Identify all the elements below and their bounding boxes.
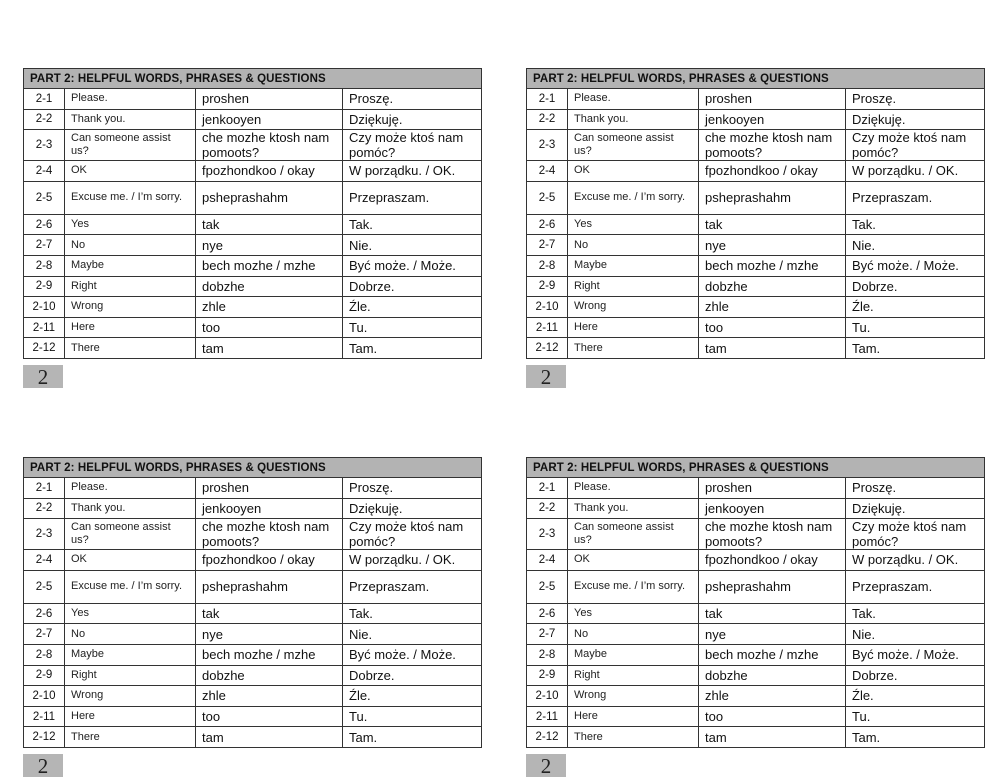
- phrase-number: 2-7: [24, 624, 65, 645]
- phrase-number: 2-12: [527, 727, 568, 748]
- polish-phrase: W porządku. / OK.: [343, 161, 482, 182]
- phonetic-pronunciation: che mozhe ktosh nam pomoots?: [699, 130, 846, 161]
- phrase-number: 2-8: [24, 644, 65, 665]
- table-row: [527, 161, 985, 182]
- table-row: [24, 570, 482, 603]
- english-phrase: Right: [568, 665, 699, 686]
- phrase-number: 2-8: [24, 255, 65, 276]
- english-phrase: There: [65, 338, 196, 359]
- polish-phrase: Czy może ktoś nam pomóc?: [846, 130, 985, 161]
- phonetic-pronunciation: dobzhe: [699, 665, 846, 686]
- phrase-number: 2-5: [527, 181, 568, 214]
- english-phrase: Excuse me. / I’m sorry.: [568, 181, 699, 214]
- phonetic-pronunciation: bech mozhe / mzhe: [699, 644, 846, 665]
- table-row: [527, 338, 985, 359]
- phonetic-pronunciation: zhle: [699, 686, 846, 707]
- phonetic-pronunciation: tak: [196, 603, 343, 624]
- phrase-number: 2-9: [527, 665, 568, 686]
- polish-phrase: Być może. / Może.: [343, 644, 482, 665]
- phonetic-pronunciation: jenkooyen: [196, 498, 343, 519]
- card-bottom-left: [23, 457, 481, 778]
- phrase-number: 2-3: [527, 519, 568, 550]
- table-row: [527, 498, 985, 519]
- english-phrase: There: [65, 727, 196, 748]
- table-row: [527, 109, 985, 130]
- english-phrase: Right: [65, 665, 196, 686]
- english-phrase: OK: [568, 550, 699, 571]
- phonetic-pronunciation: che mozhe ktosh nam pomoots?: [699, 519, 846, 550]
- english-phrase: No: [65, 235, 196, 256]
- polish-phrase: Tak.: [343, 603, 482, 624]
- polish-phrase: Źle.: [343, 686, 482, 707]
- phonetic-pronunciation: proshen: [196, 478, 343, 499]
- english-phrase: Please.: [568, 89, 699, 110]
- table-row: [527, 644, 985, 665]
- page-number: 2: [526, 365, 566, 388]
- table-row: [24, 338, 482, 359]
- table-row: [24, 624, 482, 645]
- polish-phrase: Przepraszam.: [846, 181, 985, 214]
- english-phrase: Here: [568, 317, 699, 338]
- phrase-table: [23, 457, 482, 748]
- table-row: [527, 624, 985, 645]
- polish-phrase: Dobrze.: [846, 276, 985, 297]
- english-phrase: Can someone assist us?: [65, 519, 196, 550]
- polish-phrase: Być może. / Może.: [343, 255, 482, 276]
- section-title: PART 2: HELPFUL WORDS, PHRASES & QUESTIONS: [527, 69, 985, 89]
- table-row: [24, 706, 482, 727]
- section-title: PART 2: HELPFUL WORDS, PHRASES & QUESTIONS: [24, 458, 482, 478]
- phonetic-pronunciation: nye: [699, 235, 846, 256]
- english-phrase: Here: [568, 706, 699, 727]
- polish-phrase: Nie.: [343, 235, 482, 256]
- phrase-number: 2-12: [527, 338, 568, 359]
- phonetic-pronunciation: fpozhondkoo / okay: [196, 550, 343, 571]
- phonetic-pronunciation: too: [699, 706, 846, 727]
- english-phrase: Excuse me. / I’m sorry.: [568, 570, 699, 603]
- phrase-number: 2-3: [24, 130, 65, 161]
- english-phrase: Please.: [65, 478, 196, 499]
- phonetic-pronunciation: tam: [196, 727, 343, 748]
- phonetic-pronunciation: bech mozhe / mzhe: [196, 255, 343, 276]
- polish-phrase: Czy może ktoś nam pomóc?: [343, 130, 482, 161]
- polish-phrase: Przepraszam.: [846, 570, 985, 603]
- phrase-number: 2-10: [527, 686, 568, 707]
- table-row: [527, 89, 985, 110]
- card-bottom-right: [526, 457, 984, 778]
- table-row: [527, 317, 985, 338]
- phrase-number: 2-12: [24, 727, 65, 748]
- phrase-number: 2-7: [24, 235, 65, 256]
- english-phrase: Right: [568, 276, 699, 297]
- polish-phrase: Proszę.: [343, 478, 482, 499]
- table-row: [527, 570, 985, 603]
- card-top-right: [526, 68, 984, 389]
- phrase-number: 2-4: [527, 550, 568, 571]
- english-phrase: Thank you.: [65, 498, 196, 519]
- table-row: [24, 686, 482, 707]
- phonetic-pronunciation: too: [196, 317, 343, 338]
- table-row: [24, 130, 482, 161]
- english-phrase: Can someone assist us?: [65, 130, 196, 161]
- phonetic-pronunciation: tak: [699, 603, 846, 624]
- table-row: [24, 109, 482, 130]
- phonetic-pronunciation: proshen: [196, 89, 343, 110]
- english-phrase: Yes: [568, 603, 699, 624]
- phonetic-pronunciation: proshen: [699, 478, 846, 499]
- polish-phrase: Dziękuję.: [343, 109, 482, 130]
- polish-phrase: W porządku. / OK.: [343, 550, 482, 571]
- polish-phrase: Być może. / Może.: [846, 255, 985, 276]
- phonetic-pronunciation: psheprashahm: [196, 181, 343, 214]
- table-row: [527, 603, 985, 624]
- phrase-number: 2-8: [527, 644, 568, 665]
- phrase-number: 2-1: [24, 478, 65, 499]
- phrase-number: 2-2: [527, 498, 568, 519]
- phonetic-pronunciation: che mozhe ktosh nam pomoots?: [196, 130, 343, 161]
- polish-phrase: Być może. / Może.: [846, 644, 985, 665]
- phrase-number: 2-1: [527, 89, 568, 110]
- table-row: [24, 727, 482, 748]
- phrase-number: 2-6: [527, 603, 568, 624]
- phrase-number: 2-10: [24, 297, 65, 318]
- page-number: 2: [23, 365, 63, 388]
- english-phrase: Excuse me. / I’m sorry.: [65, 181, 196, 214]
- phonetic-pronunciation: zhle: [196, 297, 343, 318]
- phrase-number: 2-12: [24, 338, 65, 359]
- english-phrase: Can someone assist us?: [568, 519, 699, 550]
- polish-phrase: Proszę.: [846, 89, 985, 110]
- phonetic-pronunciation: too: [196, 706, 343, 727]
- english-phrase: Wrong: [568, 686, 699, 707]
- phrase-table: [526, 457, 985, 748]
- phrase-number: 2-6: [527, 214, 568, 235]
- table-row: [527, 706, 985, 727]
- table-row: [24, 665, 482, 686]
- table-row: [527, 130, 985, 161]
- table-row: [24, 519, 482, 550]
- phonetic-pronunciation: psheprashahm: [699, 181, 846, 214]
- table-row: [24, 235, 482, 256]
- polish-phrase: Nie.: [846, 624, 985, 645]
- phonetic-pronunciation: proshen: [699, 89, 846, 110]
- table-row: [527, 550, 985, 571]
- table-row: [24, 550, 482, 571]
- phrase-number: 2-11: [24, 706, 65, 727]
- phonetic-pronunciation: jenkooyen: [196, 109, 343, 130]
- polish-phrase: Dobrze.: [343, 276, 482, 297]
- english-phrase: Please.: [65, 89, 196, 110]
- english-phrase: Maybe: [568, 255, 699, 276]
- table-row: [527, 519, 985, 550]
- table-row: [527, 297, 985, 318]
- phrase-number: 2-2: [24, 498, 65, 519]
- english-phrase: OK: [65, 550, 196, 571]
- phrase-number: 2-9: [527, 276, 568, 297]
- phonetic-pronunciation: tak: [699, 214, 846, 235]
- phrase-number: 2-1: [527, 478, 568, 499]
- table-row: [24, 317, 482, 338]
- english-phrase: There: [568, 338, 699, 359]
- polish-phrase: Nie.: [846, 235, 985, 256]
- polish-phrase: Tak.: [343, 214, 482, 235]
- phrase-number: 2-6: [24, 214, 65, 235]
- table-row: [24, 644, 482, 665]
- phrase-number: 2-5: [24, 570, 65, 603]
- english-phrase: Here: [65, 706, 196, 727]
- polish-phrase: Dziękuję.: [343, 498, 482, 519]
- table-row: [24, 297, 482, 318]
- polish-phrase: Tu.: [846, 706, 985, 727]
- english-phrase: No: [568, 235, 699, 256]
- page-number: 2: [526, 754, 566, 777]
- phonetic-pronunciation: zhle: [196, 686, 343, 707]
- phonetic-pronunciation: psheprashahm: [699, 570, 846, 603]
- english-phrase: OK: [568, 161, 699, 182]
- polish-phrase: Proszę.: [846, 478, 985, 499]
- table-row: [527, 478, 985, 499]
- english-phrase: Wrong: [568, 297, 699, 318]
- phonetic-pronunciation: fpozhondkoo / okay: [196, 161, 343, 182]
- phonetic-pronunciation: nye: [196, 624, 343, 645]
- english-phrase: Please.: [568, 478, 699, 499]
- section-title: PART 2: HELPFUL WORDS, PHRASES & QUESTIONS: [527, 458, 985, 478]
- table-row: [527, 181, 985, 214]
- phrase-number: 2-4: [527, 161, 568, 182]
- english-phrase: Thank you.: [568, 109, 699, 130]
- polish-phrase: Źle.: [846, 686, 985, 707]
- phrase-number: 2-5: [24, 181, 65, 214]
- phonetic-pronunciation: tak: [196, 214, 343, 235]
- english-phrase: No: [568, 624, 699, 645]
- english-phrase: Maybe: [65, 644, 196, 665]
- english-phrase: Thank you.: [568, 498, 699, 519]
- polish-phrase: Tam.: [343, 338, 482, 359]
- phrase-table: [526, 68, 985, 359]
- phrase-number: 2-9: [24, 665, 65, 686]
- phrase-number: 2-2: [24, 109, 65, 130]
- phrase-number: 2-10: [24, 686, 65, 707]
- english-phrase: Maybe: [568, 644, 699, 665]
- polish-phrase: Dziękuję.: [846, 498, 985, 519]
- english-phrase: Wrong: [65, 686, 196, 707]
- english-phrase: Can someone assist us?: [568, 130, 699, 161]
- english-phrase: Yes: [65, 214, 196, 235]
- polish-phrase: Czy może ktoś nam pomóc?: [846, 519, 985, 550]
- table-row: [24, 603, 482, 624]
- table-row: [24, 181, 482, 214]
- phrase-number: 2-3: [24, 519, 65, 550]
- phrase-number: 2-7: [527, 624, 568, 645]
- phonetic-pronunciation: fpozhondkoo / okay: [699, 161, 846, 182]
- polish-phrase: Tak.: [846, 214, 985, 235]
- table-row: [527, 255, 985, 276]
- english-phrase: There: [568, 727, 699, 748]
- polish-phrase: Dobrze.: [343, 665, 482, 686]
- table-row: [527, 214, 985, 235]
- table-row: [24, 89, 482, 110]
- table-row: [24, 161, 482, 182]
- phrase-number: 2-11: [527, 317, 568, 338]
- phrase-table: [23, 68, 482, 359]
- page-number: 2: [23, 754, 63, 777]
- polish-phrase: Tak.: [846, 603, 985, 624]
- table-row: [527, 727, 985, 748]
- polish-phrase: Tu.: [846, 317, 985, 338]
- english-phrase: Yes: [65, 603, 196, 624]
- polish-phrase: Czy może ktoś nam pomóc?: [343, 519, 482, 550]
- table-row: [527, 665, 985, 686]
- phonetic-pronunciation: psheprashahm: [196, 570, 343, 603]
- phrase-number: 2-10: [527, 297, 568, 318]
- polish-phrase: Przepraszam.: [343, 570, 482, 603]
- english-phrase: Excuse me. / I’m sorry.: [65, 570, 196, 603]
- phonetic-pronunciation: too: [699, 317, 846, 338]
- polish-phrase: Tam.: [846, 338, 985, 359]
- english-phrase: Thank you.: [65, 109, 196, 130]
- phonetic-pronunciation: tam: [699, 727, 846, 748]
- english-phrase: Right: [65, 276, 196, 297]
- phrase-number: 2-2: [527, 109, 568, 130]
- english-phrase: Maybe: [65, 255, 196, 276]
- phonetic-pronunciation: che mozhe ktosh nam pomoots?: [196, 519, 343, 550]
- phrase-number: 2-6: [24, 603, 65, 624]
- table-row: [24, 498, 482, 519]
- phonetic-pronunciation: bech mozhe / mzhe: [196, 644, 343, 665]
- phrase-number: 2-1: [24, 89, 65, 110]
- english-phrase: Here: [65, 317, 196, 338]
- polish-phrase: Dobrze.: [846, 665, 985, 686]
- phonetic-pronunciation: jenkooyen: [699, 498, 846, 519]
- table-row: [24, 255, 482, 276]
- phonetic-pronunciation: dobzhe: [196, 276, 343, 297]
- table-row: [527, 686, 985, 707]
- phrase-number: 2-5: [527, 570, 568, 603]
- phonetic-pronunciation: bech mozhe / mzhe: [699, 255, 846, 276]
- phrase-number: 2-9: [24, 276, 65, 297]
- phonetic-pronunciation: jenkooyen: [699, 109, 846, 130]
- table-row: [24, 276, 482, 297]
- polish-phrase: Nie.: [343, 624, 482, 645]
- polish-phrase: Przepraszam.: [343, 181, 482, 214]
- polish-phrase: Źle.: [343, 297, 482, 318]
- polish-phrase: Tam.: [343, 727, 482, 748]
- table-row: [527, 235, 985, 256]
- phonetic-pronunciation: nye: [699, 624, 846, 645]
- card-top-left: [23, 68, 481, 389]
- polish-phrase: W porządku. / OK.: [846, 161, 985, 182]
- polish-phrase: Tu.: [343, 317, 482, 338]
- polish-phrase: Proszę.: [343, 89, 482, 110]
- phrase-number: 2-11: [24, 317, 65, 338]
- phrase-number: 2-7: [527, 235, 568, 256]
- english-phrase: Yes: [568, 214, 699, 235]
- phrase-number: 2-8: [527, 255, 568, 276]
- polish-phrase: Dziękuję.: [846, 109, 985, 130]
- table-row: [527, 276, 985, 297]
- polish-phrase: W porządku. / OK.: [846, 550, 985, 571]
- phonetic-pronunciation: dobzhe: [196, 665, 343, 686]
- polish-phrase: Tu.: [343, 706, 482, 727]
- table-row: [24, 214, 482, 235]
- english-phrase: No: [65, 624, 196, 645]
- phonetic-pronunciation: nye: [196, 235, 343, 256]
- phonetic-pronunciation: zhle: [699, 297, 846, 318]
- phrase-number: 2-4: [24, 550, 65, 571]
- polish-phrase: Źle.: [846, 297, 985, 318]
- section-title: PART 2: HELPFUL WORDS, PHRASES & QUESTIONS: [24, 69, 482, 89]
- phrase-number: 2-11: [527, 706, 568, 727]
- english-phrase: Wrong: [65, 297, 196, 318]
- polish-phrase: Tam.: [846, 727, 985, 748]
- phonetic-pronunciation: dobzhe: [699, 276, 846, 297]
- phonetic-pronunciation: tam: [196, 338, 343, 359]
- phonetic-pronunciation: fpozhondkoo / okay: [699, 550, 846, 571]
- english-phrase: OK: [65, 161, 196, 182]
- table-row: [24, 478, 482, 499]
- phrase-number: 2-3: [527, 130, 568, 161]
- phonetic-pronunciation: tam: [699, 338, 846, 359]
- phrase-number: 2-4: [24, 161, 65, 182]
